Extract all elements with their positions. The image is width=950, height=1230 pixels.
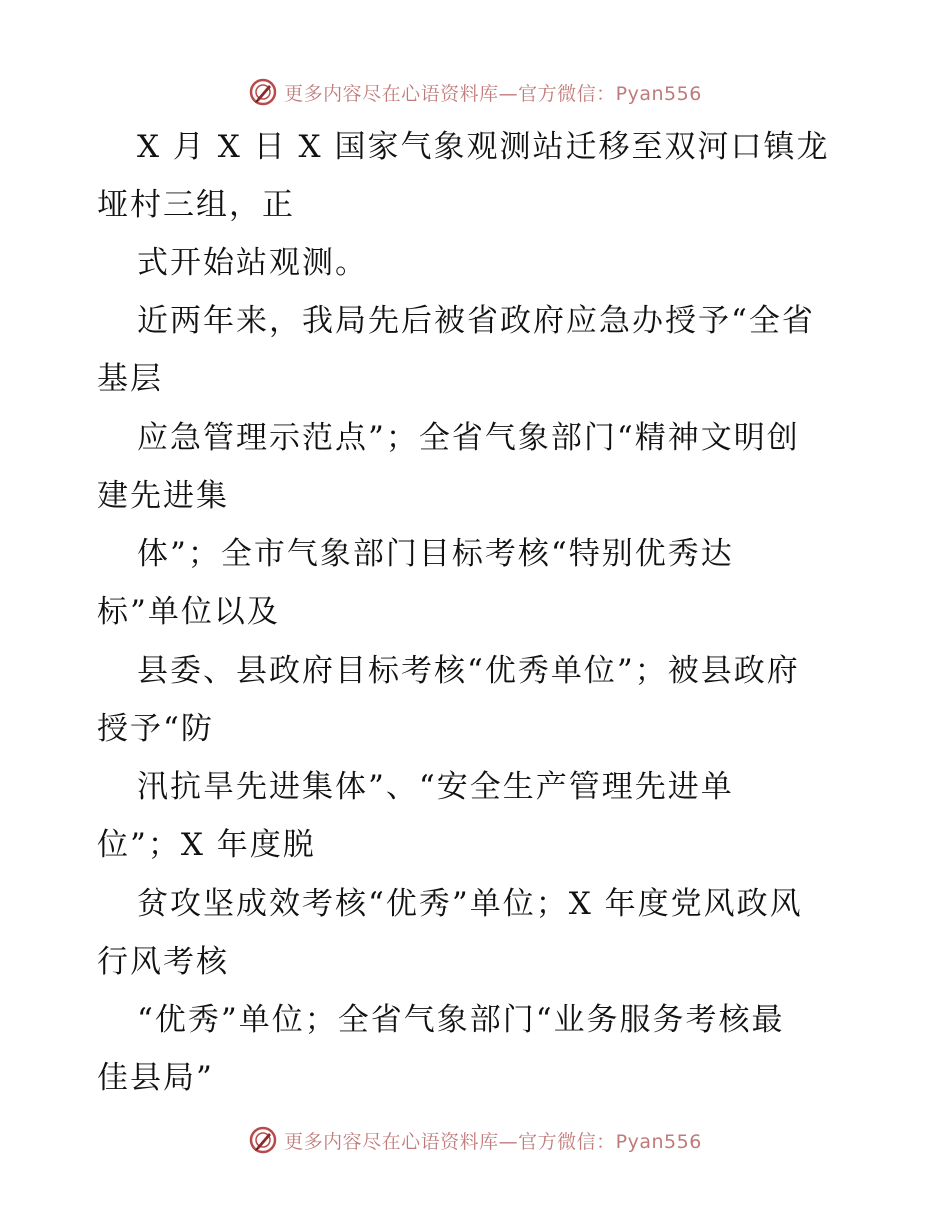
text-line: “优秀”单位；全省气象部门“业务服务考核最 bbox=[137, 1002, 785, 1038]
text-line: 基层 bbox=[97, 361, 163, 397]
text-line: 汛抗旱先进集体”、“安全生产管理先进单 bbox=[137, 769, 734, 805]
text-line: 县委、县政府目标考核“优秀单位”；被县政府 bbox=[137, 653, 800, 689]
text-line: 标”单位以及 bbox=[97, 594, 280, 630]
text-line: 佳县局” bbox=[97, 1060, 214, 1096]
pen-logo-icon bbox=[248, 77, 278, 107]
text-line: 体”；全市气象部门目标考核“特别优秀达 bbox=[137, 536, 734, 572]
text-line: 式开始站观测。 bbox=[137, 245, 368, 281]
watermark-text: 更多内容尽在心语资料库—官方微信：Pyan556 bbox=[284, 82, 702, 105]
text-line: 行风考核 bbox=[97, 944, 229, 980]
text-line: 位”；X 年度脱 bbox=[97, 827, 316, 863]
pen-logo-icon bbox=[248, 1125, 278, 1155]
text-line: 授予“防 bbox=[97, 711, 214, 747]
watermark-text: 更多内容尽在心语资料库—官方微信：Pyan556 bbox=[284, 1130, 702, 1153]
text-line: 贫攻坚成效考核“优秀”单位；X 年度党风政风 bbox=[137, 886, 803, 922]
text-line: 近两年来，我局先后被省政府应急办授予“全省 bbox=[137, 303, 815, 339]
watermark-banner-bottom bbox=[0, 1120, 950, 1160]
text-line: 应急管理示范点”；全省气象部门“精神文明创 bbox=[137, 420, 800, 456]
text-line: X 月 X 日 X 国家气象观测站迁移至双河口镇龙 bbox=[137, 129, 830, 165]
text-line: 垭村三组，正 bbox=[97, 187, 295, 223]
text-line: 建先进集 bbox=[97, 478, 229, 514]
watermark-banner-top bbox=[0, 72, 950, 112]
